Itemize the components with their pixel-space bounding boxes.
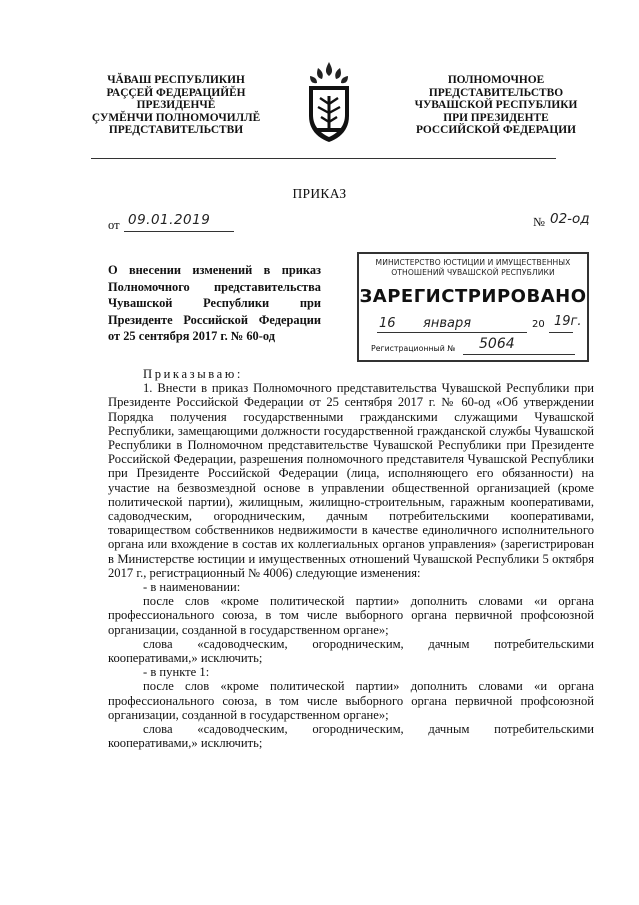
subject-line: О внесении изменений в приказ [108, 263, 321, 277]
body-paragraph: 1. Внести в приказ Полномочного представительства Чувашской Республики при Президенте Российской Федерации от 25 сентября 2017 г. № 60-од «Об утверждении Порядка получения государственными гражданскими служащими Чувашской Республики, замещающими должности государственной гражданской службы Чувашской Республики в Полномочном представительстве Чувашской Республики при Президенте Российской Федерации, разрешения полномочного представителя Чувашской Республики при Президенте Российской Федерации (лица, исполняющего его обязанности) на участие на безвозмездной основе в управлении общественной организацией (кроме политической партии), жилищным, жилищно-строительным, гаражным кооперативами, садоводческим, огородническим, дачным потребительскими кооперативами, товариществом собственников недвижимости в качестве единоличного исполнительного органа или вхождение в состав их коллегиальных органов управления» (зарегистрирован в Министерстве юстиции и имущественных отношений Чувашской Республики 5 октября 2017 г., регистрационный № 4006) следующие изменения: [108, 381, 594, 580]
letterhead-line: РАÇÇЕЙ ФЕДЕРАЦИЙĔН [106, 86, 246, 99]
stamp-year-suffix: 19г. [554, 314, 582, 329]
letterhead-russian [398, 74, 594, 137]
registration-stamp [357, 252, 589, 362]
letterhead-line: ПОЛНОМОЧНОЕ [447, 74, 545, 86]
handwritten-number: 02-од [550, 211, 590, 227]
number-prefix: № [533, 215, 545, 229]
letterhead-line: ПРЕЗИДЕНЧĔ [136, 99, 216, 112]
letterhead-line: ПРЕДСТАВИТЕЛЬСТВИ [108, 124, 244, 137]
body-paragraph: слова «садоводческим, огородническим, дачным потребительскими кооперативами,» исключить; [108, 636, 594, 666]
document-subject [108, 262, 321, 345]
order-word: Приказываю: [143, 367, 243, 381]
stamp-reg-label: Регистрационный № [371, 344, 456, 353]
stamp-number-underline [463, 354, 575, 355]
chuvash-emblem-icon [300, 58, 358, 146]
letterhead-line: ЧУВАШСКОЙ РЕСПУБЛИКИ [414, 99, 578, 112]
date-prefix: от [108, 218, 120, 232]
document-body [108, 367, 594, 750]
stamp-month: января [423, 316, 472, 331]
stamp-ministry [359, 258, 587, 278]
document-title: ПРИКАЗ [292, 186, 347, 201]
letterhead-line: РОССИЙСКОЙ ФЕДЕРАЦИИ [416, 124, 576, 137]
stamp-registered: ЗАРЕГИСТРИРОВАНО [359, 286, 587, 307]
letterhead-line: ЧĂВАШ РЕСПУБЛИКИН [107, 74, 245, 86]
stamp-ministry-line: МИНИСТЕРСТВО ЮСТИЦИИ И ИМУЩЕСТВЕННЫХ [375, 258, 571, 267]
body-paragraph: - в наименовании: [143, 580, 241, 595]
subject-line: Президенте Российской Федерации [108, 312, 321, 327]
stamp-reg-number: 5064 [479, 336, 515, 352]
subject-line: от 25 сентября 2017 г. № 60-од [108, 329, 275, 344]
header-divider [91, 158, 556, 159]
body-paragraph: - в пункте 1: [143, 665, 210, 680]
body-paragraph: слова «садоводческим, огородническим, дачным потребительскими кооперативами,» исключить; [108, 722, 594, 751]
letterhead-line: ПРЕДСТАВИТЕЛЬСТВО [428, 86, 564, 99]
stamp-year-prefix: 20 [532, 319, 545, 330]
handwritten-date: 09.01.2019 [128, 212, 211, 228]
date-underline [124, 231, 234, 232]
stamp-day: 16 [379, 316, 396, 331]
letterhead-line: ПРИ ПРЕЗИДЕНТЕ [443, 111, 549, 124]
stamp-date-underline [377, 332, 527, 333]
subject-line: Полномочного представительства [108, 279, 321, 294]
letterhead-line: ÇУМĔНЧИ ПОЛНОМОЧИЛЛĔ [91, 111, 261, 124]
letterhead-chuvash [72, 74, 280, 137]
stamp-ministry-line: ОТНОШЕНИЙ ЧУВАШСКОЙ РЕСПУБЛИКИ [391, 268, 555, 277]
subject-line: Чувашской Республики при [108, 296, 321, 311]
body-paragraph: после слов «кроме политической партии» дополнить словами «и органа профессионального союза, в том числе выборного органа первичной профсоюзной организации, созданной в государственном органе»; [108, 679, 594, 722]
body-paragraph: после слов «кроме политической партии» дополнить словами «и органа профессионального союза, в том числе выборного органа первичной профсоюзной организации, созданной в государственном органе»; [108, 594, 594, 637]
stamp-year-underline [549, 332, 573, 333]
